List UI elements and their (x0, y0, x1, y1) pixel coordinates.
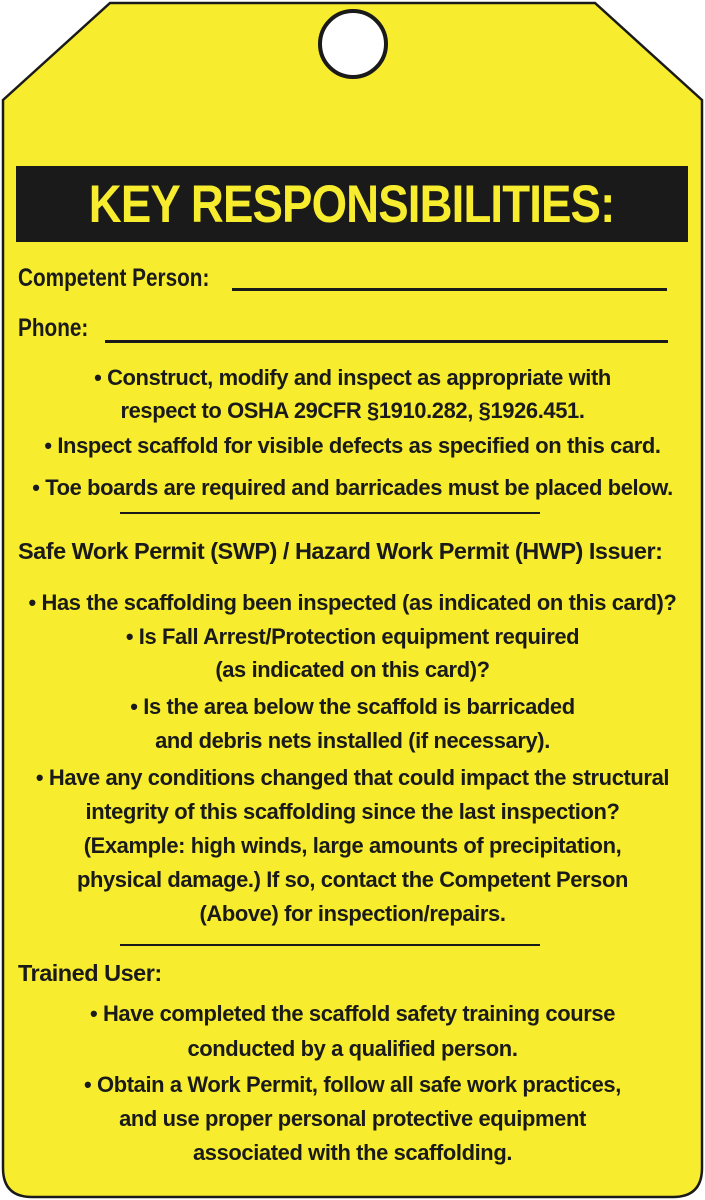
swp-hwp-heading: Safe Work Permit (SWP) / Hazard Work Permit (HWP) Issuer: (18, 538, 663, 564)
section3-line: • Obtain a Work Permit, follow all safe work practices, (84, 1072, 621, 1097)
section3-line: and use proper personal protective equipment (119, 1106, 586, 1131)
section1-line: • Construct, modify and inspect as appropriate with (94, 365, 611, 390)
section-divider (120, 512, 540, 514)
section1-line: • Toe boards are required and barricades must be placed below. (32, 475, 673, 500)
section2-line: • Is the area below the scaffold is barricaded (130, 694, 575, 719)
section3-line: associated with the scaffolding. (192, 1140, 513, 1165)
section2-line: integrity of this scaffolding since the last inspection? (85, 799, 620, 824)
section2-line: • Have any conditions changed that could impact the structural (35, 765, 670, 790)
competent-person-label: Competent Person: (18, 264, 210, 292)
title-banner (16, 166, 688, 242)
section2-line: • Is Fall Arrest/Protection equipment required (125, 624, 580, 649)
section2-line: (Example: high winds, large amounts of precipitation, (83, 833, 622, 858)
section1-line: • Inspect scaffold for visible defects as specified on this card. (44, 433, 661, 458)
competent-person-write-line[interactable] (232, 288, 667, 291)
phone-label: Phone: (18, 314, 89, 342)
section3-line: • Have completed the scaffold safety training course (89, 1001, 616, 1026)
section2-line: • Has the scaffolding been inspected (as indicated on this card)? (28, 590, 677, 615)
section2-line: (Above) for inspection/repairs. (199, 901, 506, 926)
section1-line: respect to OSHA 29CFR §1910.282, §1926.451. (120, 398, 585, 423)
section-divider (120, 944, 540, 946)
trained-user-heading: Trained User: (18, 960, 162, 986)
section2-line: physical damage.) If so, contact the Competent Person (76, 867, 629, 892)
phone-write-line[interactable] (105, 340, 668, 343)
phone-field (18, 314, 103, 343)
page-title: KEY RESPONSIBILITIES: (89, 174, 615, 234)
competent-person-field (18, 264, 249, 293)
section2-line: and debris nets installed (if necessary). (155, 728, 550, 753)
section3-line: conducted by a qualified person. (187, 1036, 518, 1061)
section2-line: (as indicated on this card)? (215, 657, 490, 682)
